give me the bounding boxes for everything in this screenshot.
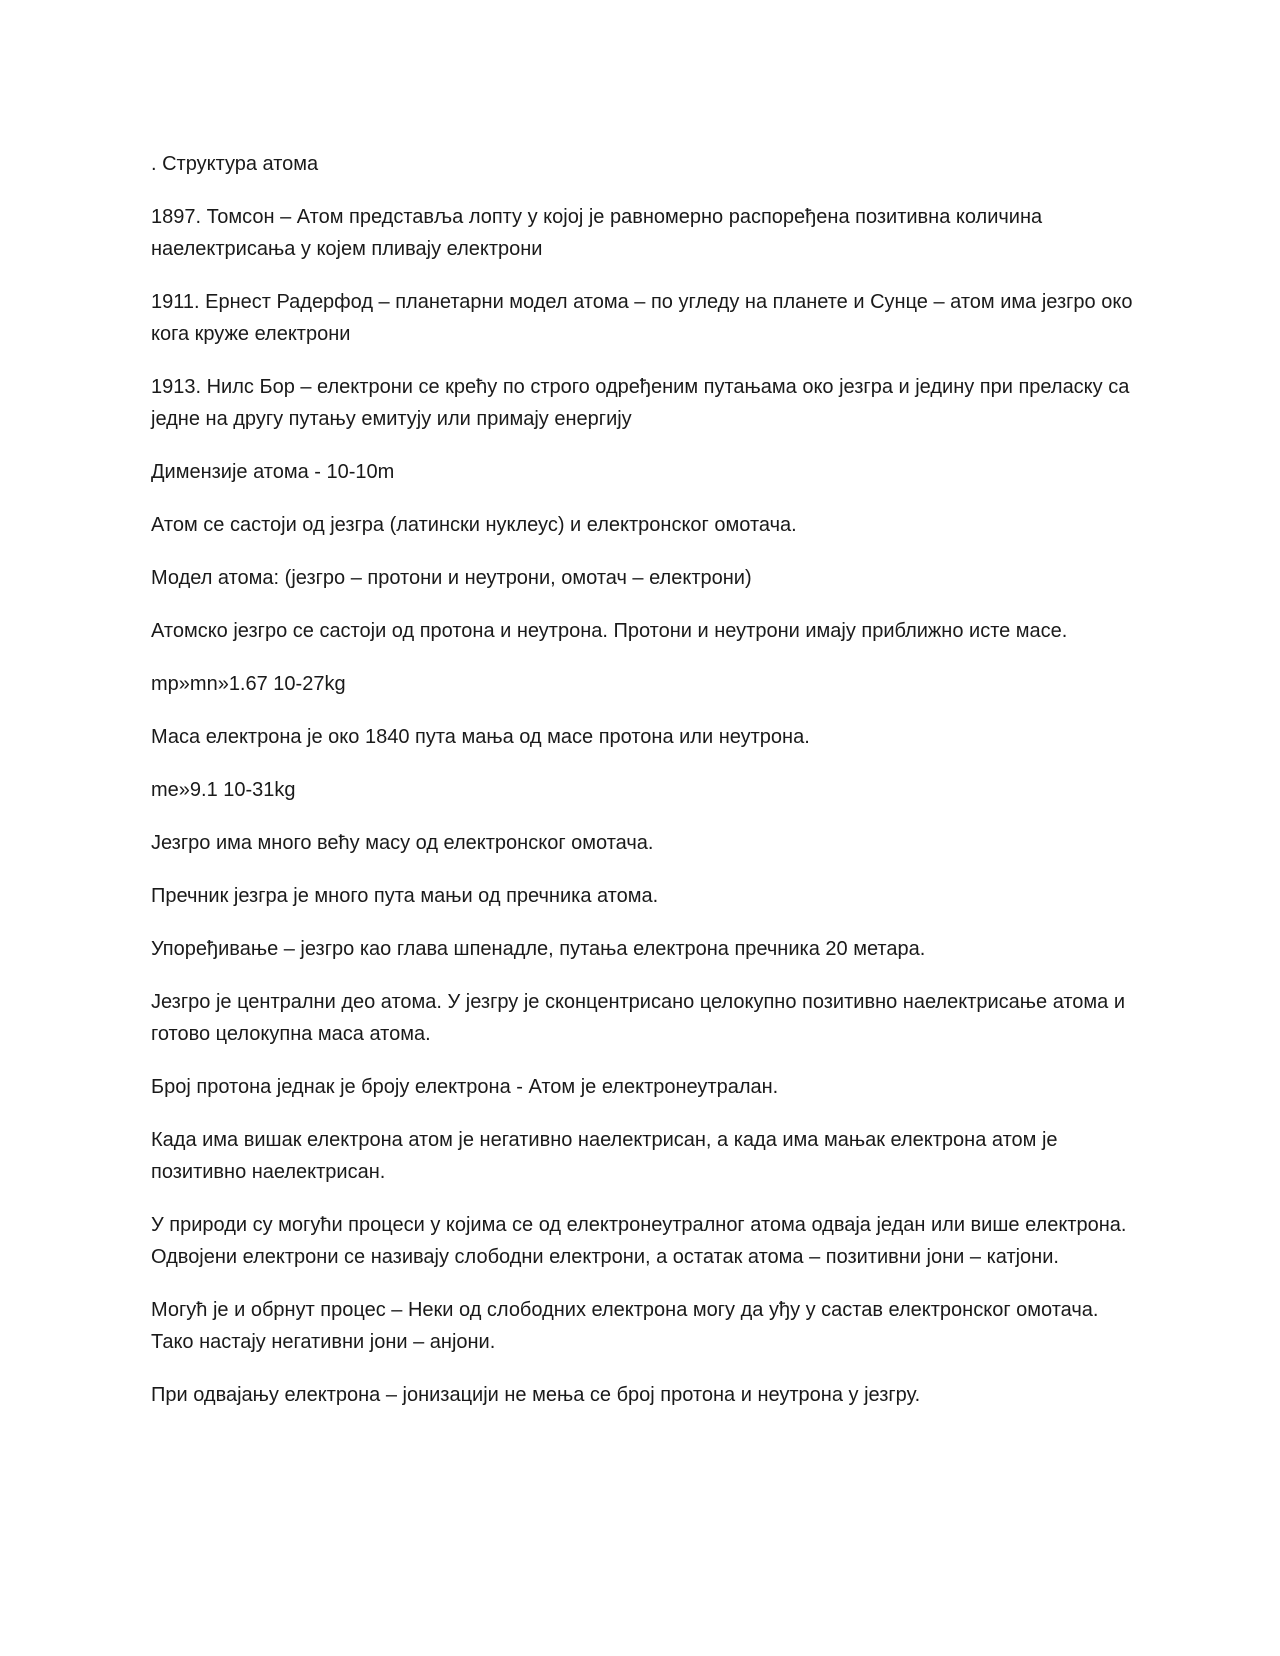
paragraph-title: . Структура атома [151, 153, 319, 175]
paragraph-ionization: При одвајању електрона – јонизацији не мења се број протона и неутрона у језгру. [151, 1384, 921, 1406]
paragraph-electron-mass-ratio: Маса електрона је око 1840 пута мања од масе протона или неутрона. [151, 726, 810, 748]
paragraph-comparison: Упоређивање – језгро као глава шпенадле, путања електрона пречника 20 метара. [151, 938, 926, 960]
paragraph-cations: У природи су могући процеси у којима се од електронеутралног атома одваја један или више електрона. Одвојени електрони се називају слободни електрони, а остатак атома – позитивни јони – катјони. [151, 1214, 1127, 1268]
paragraph-nucleus-composition: Атомско језгро се састоји од протона и неутрона. Протони и неутрони имају приближно исте масе. [151, 620, 1068, 642]
paragraph-nucleus-central: Језгро је централни део атома. У језгру је сконцентрисано целокупно позитивно наелектрисање атома и готово целокупна маса атома. [151, 991, 1126, 1045]
paragraph-proton-neutron-mass: mp»mn»1.67 10-27kg [151, 673, 346, 695]
paragraph-charge-excess: Када има вишак електрона атом је негативно наелектрисан, а када има мањак електрона атом је позитивно наелектрисан. [151, 1129, 1058, 1183]
paragraph-atom-composition: Атом се састоји од језгра (латински нуклеус) и електронског омотача. [151, 514, 797, 536]
paragraph-thomson: 1897. Томсон – Атом представља лопту у којој је равномерно распоређена позитивна количина наелектрисања у којем пливају електрони [151, 206, 1043, 260]
paragraph-nucleus-diameter: Пречник језгра је много пута мањи од пречника атома. [151, 885, 659, 907]
paragraph-nucleus-mass: Језгро има много већу масу од електронског омотача. [151, 832, 654, 854]
paragraph-atom-model: Модел атома: (језгро – протони и неутрони, омотач – електрони) [151, 567, 752, 589]
paragraph-electroneutral: Број протона једнак је броју електрона - Атом је електронеутралан. [151, 1076, 779, 1098]
paragraph-electron-mass: me»9.1 10-31kg [151, 779, 296, 801]
paragraph-bohr: 1913. Нилс Бор – електрони се крећу по строго одређеним путањама око језгра и једину при преласку са једне на другу путању емитују или примају енергију [151, 376, 1130, 430]
document-body [151, 148, 1136, 1432]
paragraph-rutherford: 1911. Ернест Радерфод – планетарни модел атома – по угледу на планете и Сунце – атом има језгро око кога круже електрони [151, 291, 1133, 345]
paragraph-atom-dimensions: Димензије атома - 10-10m [151, 461, 395, 483]
paragraph-anions: Могућ је и обрнут процес – Неки од слободних електрона могу да уђу у састав електронског омотача. Тако настају негативни јони – анјони. [151, 1299, 1099, 1353]
